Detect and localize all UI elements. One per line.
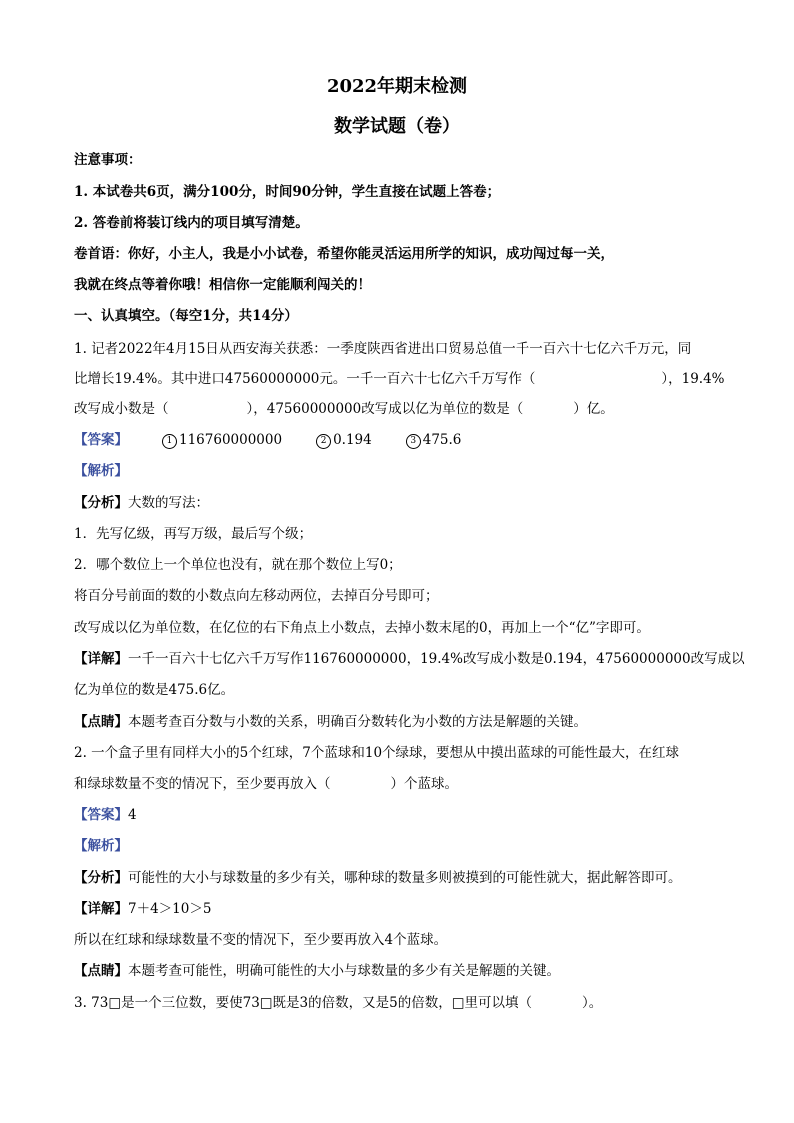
q2-fenxi (74, 868, 682, 888)
q2-comment-tag: 【点睛】 (74, 963, 128, 979)
q2-detail (74, 899, 211, 919)
q1-comment-text: 本题考查百分数与小数的关系，明确百分数转化为小数的方法是解题的关键。 (128, 714, 587, 730)
q1-answer-line (74, 430, 461, 450)
answer-3-value: 475.6 (422, 432, 462, 448)
q1-step-4: 改写成以亿为单位数，在亿位的右下角点上小数点，去掉小数末尾的0，再加上一个“亿”字即可。 (74, 620, 650, 636)
q1-line-2-text: 比增长19.4%。其中进口47560000000元。一千一百六十七亿六千万写作（ (74, 371, 536, 387)
exam-subtitle: 数学试题（卷） (334, 116, 460, 137)
q2-detail-tag: 【详解】 (74, 901, 128, 917)
q1-fenxi (74, 493, 209, 513)
q2-comment (74, 961, 560, 981)
answer-1-value: 116760000000 (179, 432, 283, 448)
q3-line-1-tail: ）。 (581, 995, 603, 1011)
q2-line-2-tail: ）个蓝球。 (390, 776, 458, 792)
answer-2-number: 2 (316, 434, 331, 449)
notes-heading: 注意事项： (74, 152, 142, 168)
q1-line-3-text: 改写成小数是（ (74, 401, 169, 417)
q1-detail-tag: 【详解】 (74, 651, 128, 667)
q2-detail-text: 7＋4＞10＞5 (128, 901, 212, 917)
q1-step-3: 将百分号前面的数的小数点向左移动两位，去掉百分号即可； (74, 588, 439, 604)
q1-comment-tag: 【点睛】 (74, 714, 128, 730)
preface-line-1: 卷首语：你好，小主人，我是小小试卷，希望你能灵活运用所学的知识，成功闯过每一关， (74, 246, 614, 262)
q1-analysis-tag: 【解析】 (74, 463, 128, 479)
section-1-heading: 一、认真填空。（每空1分，共14分） (74, 308, 298, 324)
q1-fenxi-text: 大数的写法： (128, 495, 209, 511)
q1-detail-line-2: 亿为单位的数是475.6亿。 (74, 682, 235, 698)
q1-answer-tag: 【答案】 (74, 432, 128, 448)
notes-item-2: 2. 答卷前将装订线内的项目填写清楚。 (74, 215, 309, 231)
q1-comment (74, 712, 587, 732)
q3-line-1 (74, 993, 602, 1013)
answer-2-value: 0.194 (333, 432, 372, 448)
q2-comment-text: 本题考查可能性，明确可能性的大小与球数量的多少有关是解题的关键。 (128, 963, 560, 979)
preface-line-2: 我就在终点等着你哦！相信你一定能顺利闯关的！ (74, 277, 371, 293)
q2-fenxi-text: 可能性的大小与球数量的多少有关，哪种球的数量多则被摸到的可能性就大，据此解答即可。 (128, 870, 682, 886)
q1-detail-text: 一千一百六十七亿六千万写作116760000000，19.4%改写成小数是0.194，47560000000改写成以 (128, 651, 745, 667)
q2-answer-value: 4 (128, 807, 137, 823)
q2-line-1: 2. 一个盒子里有同样大小的5个红球，7个蓝球和10个绿球，要想从中摸出蓝球的可能性最大，在红球 (74, 745, 680, 761)
q2-answer-line (74, 805, 137, 825)
q1-line-3-tail: ）亿。 (573, 401, 614, 417)
q1-line-1: 1. 记者2022年4月15日从西安海关获悉：一季度陕西省进出口贸易总值一千一百六十七亿六千万元，同 (74, 341, 692, 357)
q1-step-1: 1．先写亿级，再写万级，最后写个级； (74, 526, 313, 542)
q1-step-2: 2．哪个数位上一个单位也没有，就在那个数位上写0； (74, 557, 402, 573)
q2-conclusion: 所以在红球和绿球数量不变的情况下，至少要再放入4个蓝球。 (74, 932, 448, 948)
exam-title: 2022年期末检测 (326, 76, 468, 97)
q1-line-2 (74, 369, 725, 389)
q2-analysis-tag: 【解析】 (74, 838, 128, 854)
answer-1-number: 1 (162, 434, 177, 449)
q2-answer-tag: 【答案】 (74, 807, 128, 823)
q1-line-2-tail: ），19.4% (661, 371, 725, 387)
q1-fenxi-tag: 【分析】 (74, 495, 128, 511)
q3-line-1-text: 3. 73□是一个三位数，要使73□既是3的倍数，又是5的倍数，□里可以填（ (74, 995, 532, 1011)
q2-fenxi-tag: 【分析】 (74, 870, 128, 886)
q1-line-3 (74, 399, 614, 419)
q1-detail-line-1 (74, 649, 745, 669)
answer-3-number: 3 (406, 434, 421, 449)
q2-line-2 (74, 774, 458, 794)
q2-line-2-text: 和绿球数量不变的情况下，至少要再放入（ (74, 776, 331, 792)
notes-item-1: 1. 本试卷共6页，满分100分，时间90分钟，学生直接在试题上答卷； (74, 184, 501, 200)
q1-line-3-mid: ），47560000000改写成以亿为单位的数是（ (246, 401, 524, 417)
